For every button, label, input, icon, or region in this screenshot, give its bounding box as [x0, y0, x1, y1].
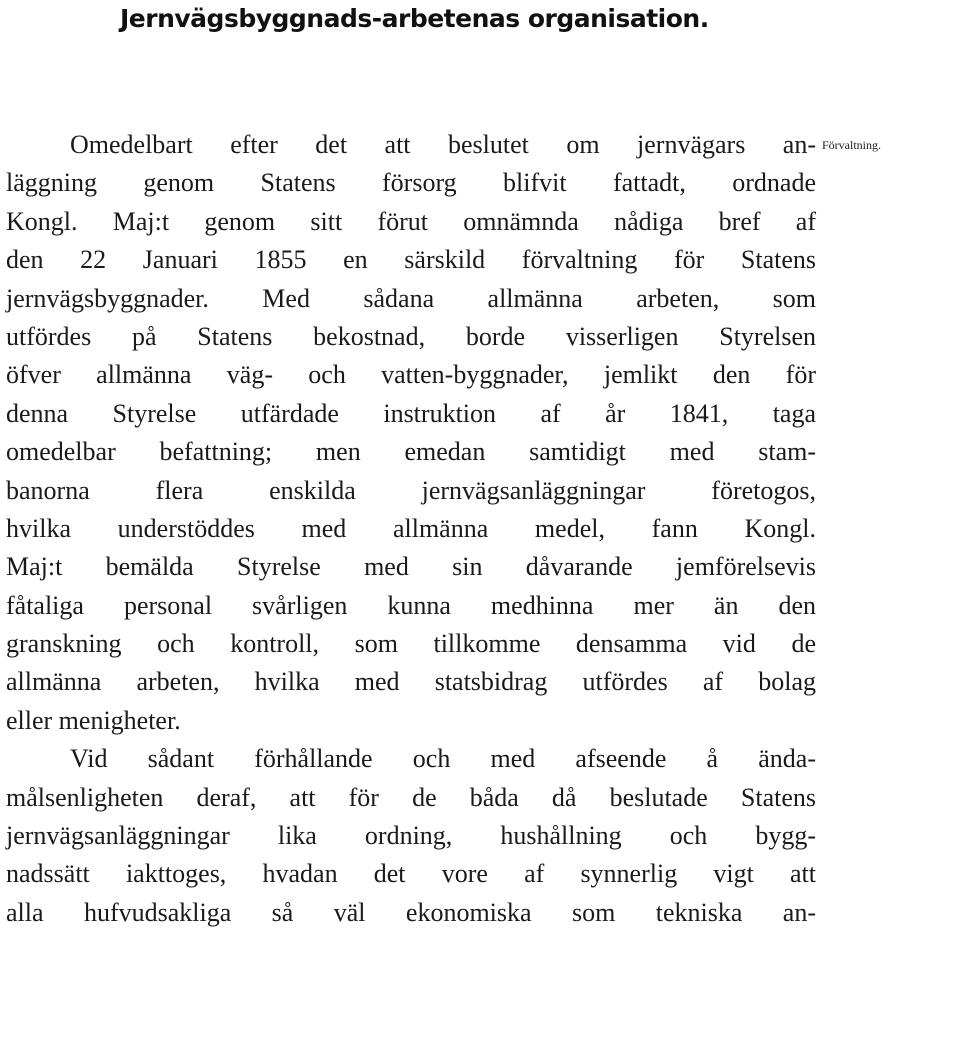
text-line: banorna flera enskilda jernvägsanläggningar företogos, [6, 475, 816, 505]
text-line: Maj:t bemälda Styrelse med sin dåvarande jemförelsevis [6, 552, 816, 582]
text-line: alla hufvudsakliga så väl ekonomiska som tekniska an- [6, 897, 816, 927]
text-line: nadssätt iakttoges, hvadan det vore af synnerlig vigt att [6, 859, 816, 889]
text-line: läggning genom Statens försorg blifvit fattadt, ordnade [6, 168, 816, 198]
text-line: Omedelbart efter det att beslutet om jernvägars an- [70, 130, 816, 159]
paragraph-1 [6, 126, 816, 740]
section-heading: Jernvägsbyggnads-arbetenas organisation. [120, 4, 709, 33]
body-text [6, 126, 816, 932]
text-line: målsenligheten deraf, att för de båda då beslutade Statens [6, 782, 816, 812]
text-line: eller menigheter. [6, 705, 181, 735]
text-line: allmänna arbeten, hvilka med statsbidrag utfördes af bolag [6, 667, 816, 697]
text-line: hvilka understöddes med allmänna medel, fann Kongl. [6, 513, 816, 543]
text-line: granskning och kontroll, som tillkomme densamma vid de [6, 629, 816, 659]
text-line: utfördes på Statens bekostnad, borde visserligen Styrelsen [6, 321, 816, 351]
margin-note: Förvaltning. [822, 138, 881, 152]
text-line: jernvägsanläggningar lika ordning, hushållning och bygg- [6, 821, 816, 851]
text-line: Vid sådant förhållande och med afseende å ända- [70, 744, 816, 774]
text-line: jernvägsbyggnader. Med sådana allmänna arbeten, som [6, 283, 816, 313]
paragraph-2 [6, 740, 816, 932]
text-line: öfver allmänna väg- och vatten-byggnader, jemlikt den för [6, 360, 816, 390]
text-line: den 22 Januari 1855 en särskild förvaltning för Statens [6, 245, 816, 275]
text-line: Kongl. Maj:t genom sitt förut omnämnda nådiga bref af [6, 206, 816, 236]
text-line: denna Styrelse utfärdade instruktion af år 1841, taga [6, 398, 816, 428]
text-line: fåtaliga personal svårligen kunna medhinna mer än den [6, 590, 816, 620]
text-line: omedelbar befattning; men emedan samtidigt med stam- [6, 437, 816, 467]
